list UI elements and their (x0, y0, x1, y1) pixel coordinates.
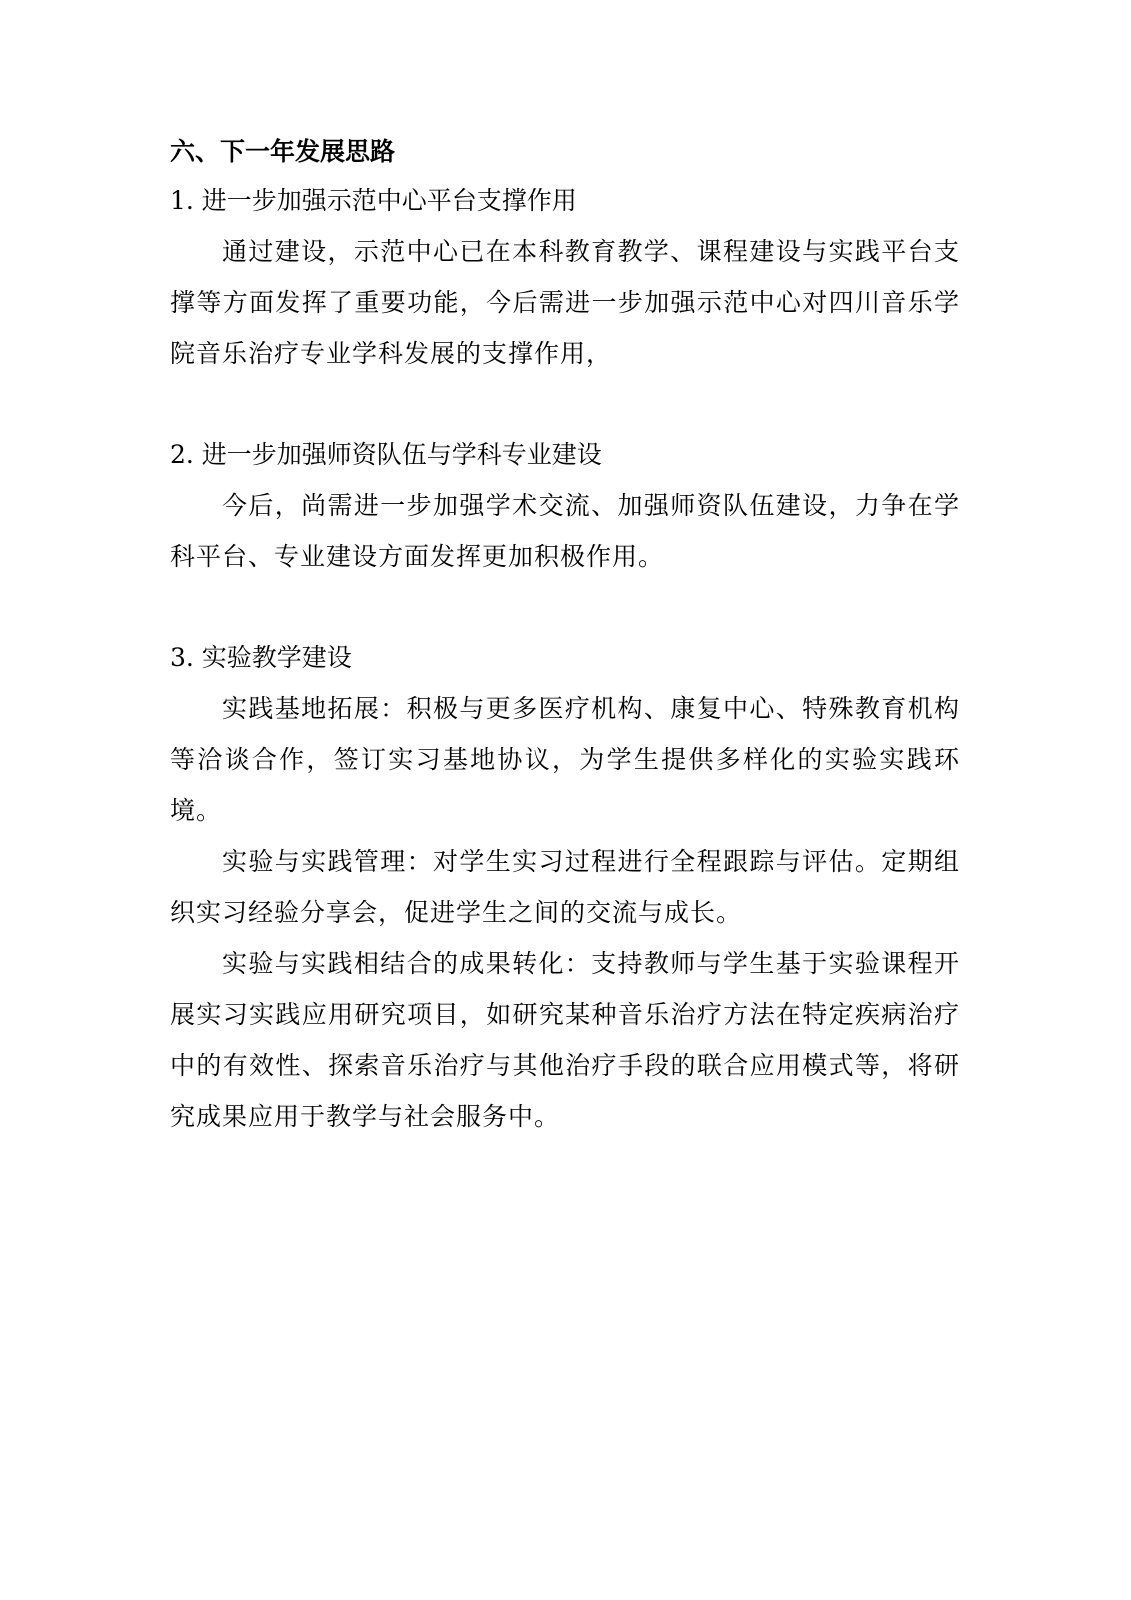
subsection-title-3: 3. 实验教学建设 (170, 643, 352, 672)
section-heading: 六、下一年发展思路 (170, 137, 396, 166)
document-body (170, 128, 960, 1142)
subsection-title-2: 2. 进一步加强师资队伍与学科专业建设 (170, 440, 602, 469)
paragraph: 今后，尚需进一步加强学术交流、加强师资队伍建设，力争在学科平台、专业建设方面发挥更加积极作用。 (170, 491, 960, 571)
paragraph: 实验与实践管理：对学生实习过程进行全程跟踪与评估。定期组织实习经验分享会，促进学生之间的交流与成长。 (170, 847, 960, 927)
subsection-title-1: 1. 进一步加强示范中心平台支撑作用 (170, 186, 577, 215)
paragraph: 通过建设，示范中心已在本科教育教学、课程建设与实践平台支撑等方面发挥了重要功能，今后需进一步加强示范中心对四川音乐学院音乐治疗专业学科发展的支撑作用， (170, 237, 960, 368)
blank-line (170, 582, 960, 633)
paragraph: 实验与实践相结合的成果转化：支持教师与学生基于实验课程开展实习实践应用研究项目，如研究某种音乐治疗方法在特定疾病治疗中的有效性、探索音乐治疗与其他治疗手段的联合应用模式等，将研究成果应用于教学与社会服务中。 (170, 949, 960, 1131)
paragraph: 实践基地拓展：积极与更多医疗机构、康复中心、特殊教育机构等洽谈合作，签订实习基地协议，为学生提供多样化的实验实践环境。 (170, 694, 960, 825)
blank-line (170, 379, 960, 430)
